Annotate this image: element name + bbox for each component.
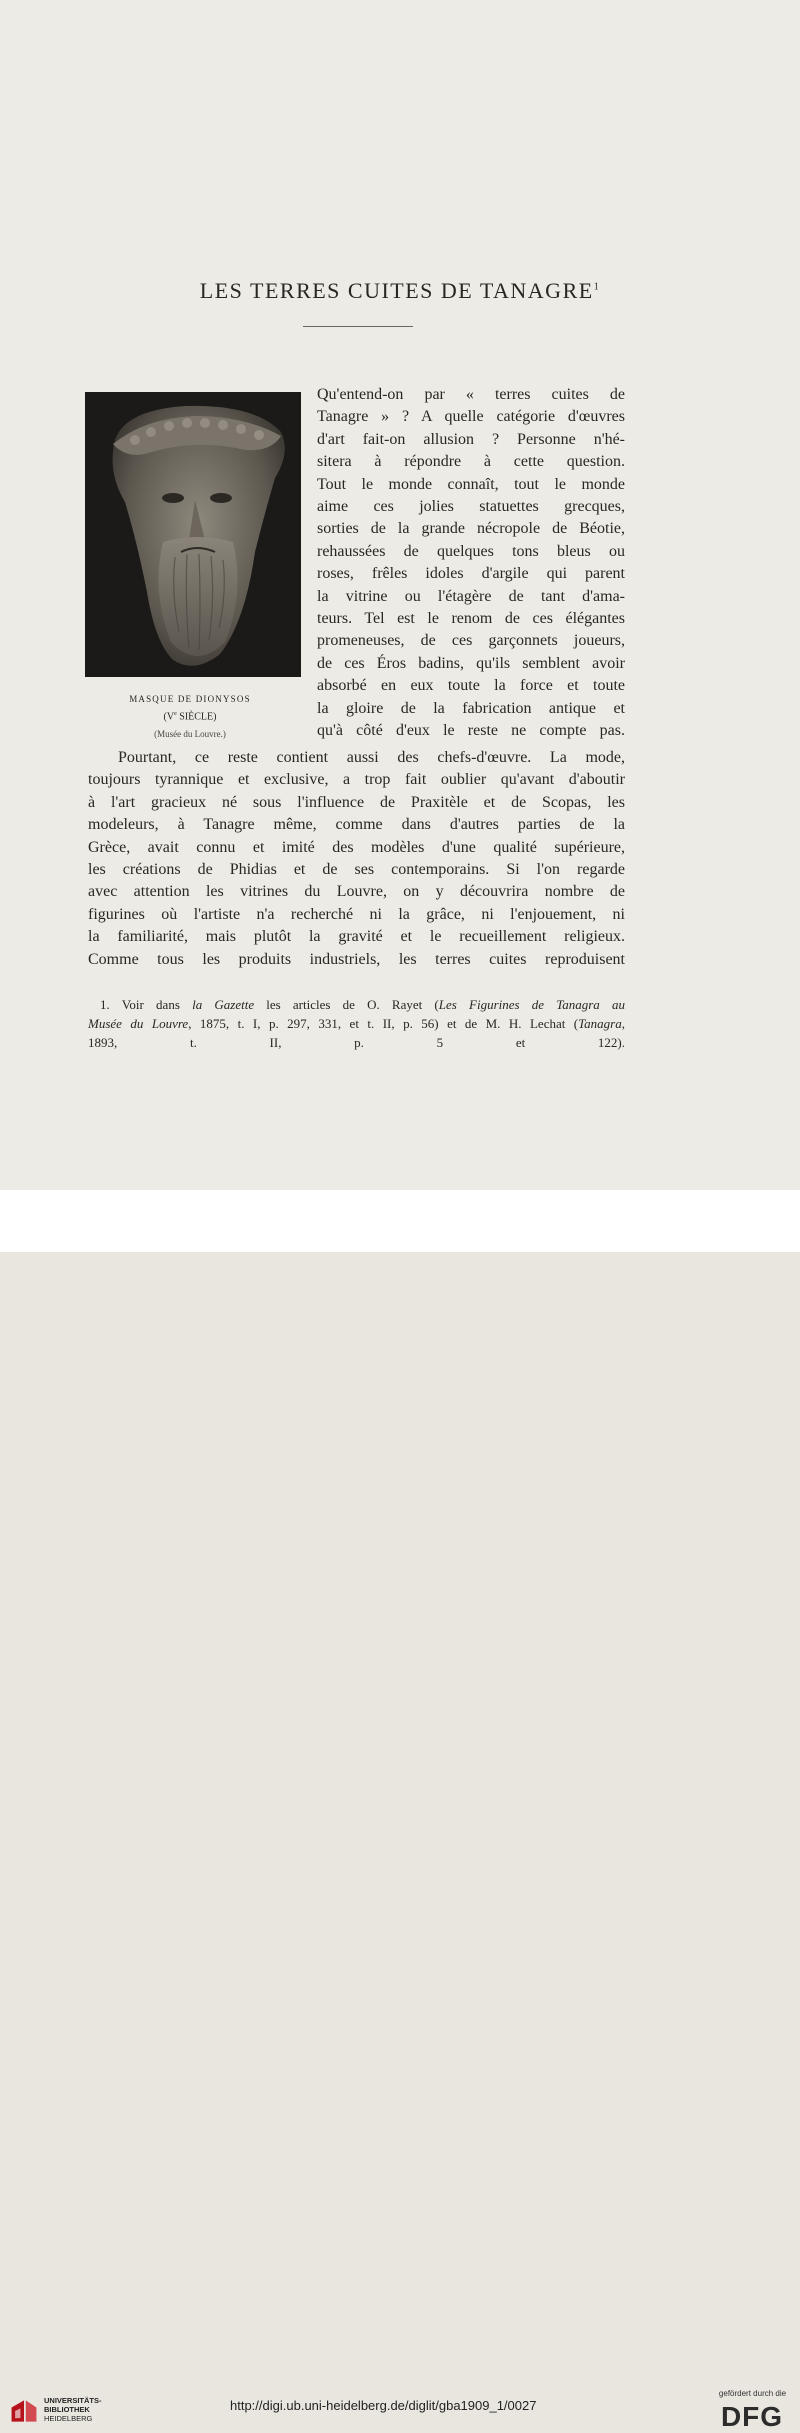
library-name-line: BIBLIOTHEK [44, 2405, 90, 2414]
footnote-italic: Tanagra [578, 1016, 622, 1031]
sponsor-note: gefördert durch die [718, 2389, 787, 2398]
text-line: toujours tyrannique et exclusive, a trop fait oublier qu'avant d'aboutir [88, 771, 625, 788]
text-line: de ces Éros badins, qu'ils semblent avoir [317, 655, 625, 672]
text-line: d'art fait-on allusion ? Personne n'hé- [317, 431, 625, 448]
text-line: la vitrine ou l'étagère de tant d'ama- [317, 588, 625, 605]
text-line: Qu'entend-on par « terres cuites de [317, 386, 625, 403]
text-line: roses, frêles idoles d'argile qui parent [317, 565, 625, 582]
footnote-text: , [621, 1016, 625, 1031]
mask-illustration [85, 392, 301, 677]
footnote-line: 1893, t. II, p. 5 et 122). [88, 1035, 625, 1050]
figure-caption-title: MASQUE DE DIONYSOS [129, 694, 251, 704]
footnote-text: , 1875, t. I, p. 297, 331, et t. II, p. 56) et de M. H. Lechat ( [188, 1016, 579, 1031]
permalink-url[interactable]: http://digi.ub.uni-heidelberg.de/diglit/gba1909_1/0027 [230, 2398, 537, 2413]
dionysos-mask-photo [85, 392, 301, 677]
text-line: sorties de la grande nécropole de Béotie, [317, 520, 625, 537]
text-line: Tanagre » ? A quelle catégorie d'œuvres [317, 408, 625, 425]
dfg-logo[interactable]: DFG [720, 2401, 784, 2432]
text-line: les créations de Phidias et de ses contemporains. Si l'on regarde [88, 861, 625, 878]
text-line: rehaussées de quelques tons bleus ou [317, 543, 625, 560]
text-line: aime ces jolies statuettes grecques, [317, 498, 625, 515]
text-line: sitera à répondre à cette question. [317, 453, 625, 470]
text-line: qu'à côté d'eux le reste ne compte pas. [317, 722, 625, 739]
text-line: modeleurs, à Tanagre même, comme dans d'autres parties de la [88, 816, 625, 833]
text-line: avec attention les vitrines du Louvre, on y découvrira nombre de [88, 883, 625, 900]
text-line: à l'art gracieux né sous l'influence de Praxitèle et de Scopas, les [88, 794, 625, 811]
text-line: teurs. Tel est le renom de ces élégantes [317, 610, 625, 627]
caption-century-sup: e [174, 711, 177, 717]
figure-caption-location: (Musée du Louvre.) [154, 729, 226, 739]
text-line: Comme tous les produits industriels, les terres cuites reproduisent [88, 951, 625, 968]
article-title [0, 278, 800, 304]
article-title-text: LES TERRES CUITES DE TANAGRE [199, 278, 594, 303]
footnote-mark: 1 [593, 281, 601, 293]
text-line: la gloire de la fabrication antique et [317, 700, 625, 717]
figure-caption-period: (Ve SIÈCLE) [163, 711, 217, 723]
viewer-footer [0, 1190, 800, 2432]
footnote-text: les articles de O. Rayet ( [254, 997, 439, 1012]
university-library-logo-icon[interactable] [8, 2393, 40, 2429]
title-divider [303, 326, 413, 327]
footnote-text: 1. Voir dans [100, 997, 193, 1012]
library-name-line: UNIVERSITÄTS- [44, 2396, 102, 2405]
footnote-line [88, 1015, 625, 1033]
text-line: Pourtant, ce reste contient aussi des chefs-d'œuvre. La mode, [118, 749, 625, 766]
footnote-italic: Les Figurines de Tanagra au [438, 997, 625, 1012]
text-line: figurines où l'artiste n'a recherché ni la grâce, ni l'enjouement, ni [88, 906, 625, 923]
footnote-line [100, 996, 625, 1014]
text-line: absorbé en eux toute la force et toute [317, 677, 625, 694]
caption-period-word: SIÈCLE) [179, 711, 217, 723]
text-line: Tout le monde connaît, tout le monde [317, 476, 625, 493]
document-page [0, 0, 800, 1190]
library-name-line: HEIDELBERG [44, 2414, 93, 2423]
text-line: promeneuses, de ces garçonnets joueurs, [317, 632, 625, 649]
footnote-italic: Musée du Louvre [88, 1016, 189, 1031]
caption-century: V [166, 711, 175, 723]
footnote-italic: la Gazette [192, 997, 255, 1012]
text-line: Grèce, avait connu et imité des modèles d'une qualité supérieure, [88, 839, 625, 856]
text-line: la familiarité, mais plutôt la gravité et le recueillement religieux. [88, 928, 625, 945]
university-library-name[interactable] [44, 2396, 102, 2423]
